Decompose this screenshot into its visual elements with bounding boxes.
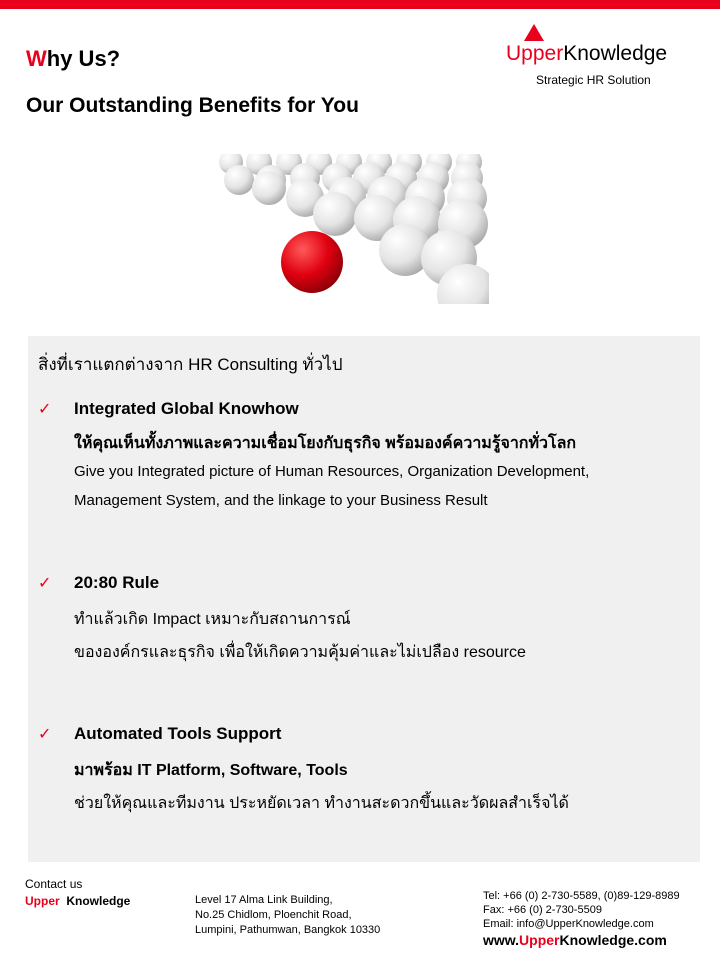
benefit-line: Management System, and the linkage to your Business Result xyxy=(74,492,488,509)
red-sphere xyxy=(281,231,343,293)
checkmark-icon: ✓ xyxy=(38,726,52,743)
top-accent-bar xyxy=(0,0,720,9)
logo-tagline: Strategic HR Solution xyxy=(536,73,651,87)
benefit-line: มาพร้อม IT Platform, Software, Tools xyxy=(74,762,348,779)
footer-fax: Fax: +66 (0) 2-730-5509 xyxy=(483,904,602,916)
hero-spheres-image xyxy=(217,154,489,304)
company-logo xyxy=(500,24,700,94)
benefit-line: ช่วยให้คุณและทีมงาน ประหยัดเวลา ทำงานสะดวกขึ้นและวัดผลสำเร็จได้ xyxy=(74,795,569,812)
address-line: Lumpini, Pathumwan, Bangkok 10330 xyxy=(195,924,381,936)
footer-brand: Upper Knowledge xyxy=(25,894,131,908)
footer-email[interactable]: Email: info@UpperKnowledge.com xyxy=(483,918,654,930)
logo-triangle-icon xyxy=(524,24,544,41)
contact-label: Contact us xyxy=(25,877,83,891)
benefit-line: ให้คุณเห็นทั้งภาพและความเชื่อมโยงกับธุรกิจ พร้อมองค์ความรู้จากทั่วโลก xyxy=(74,435,577,452)
address-line: Level 17 Alma Link Building, xyxy=(195,894,333,906)
page-subtitle: Our Outstanding Benefits for You xyxy=(26,94,359,117)
benefit-line: ทำแล้วเกิด Impact เหมาะกับสถานการณ์ xyxy=(74,611,351,628)
logo-wordmark: UpperKnowledge xyxy=(506,42,668,65)
checkmark-icon: ✓ xyxy=(38,575,52,592)
benefit-line: ขององค์กรและธุรกิจ เพื่อให้เกิดความคุ้มค่าและไม่เปลือง resource xyxy=(74,644,526,661)
footer-contact-details xyxy=(483,889,680,931)
footer-website-link[interactable]: www.UpperKnowledge.com xyxy=(483,932,667,948)
benefit-title: Automated Tools Support xyxy=(74,724,282,743)
page-title: Why Us? xyxy=(26,46,121,71)
benefit-title: Integrated Global Knowhow xyxy=(74,399,299,418)
footer-contact xyxy=(25,876,130,910)
footer-address xyxy=(195,893,380,938)
benefit-line: Give you Integrated picture of Human Resources, Organization Development, xyxy=(74,463,590,480)
footer-tel: Tel: +66 (0) 2-730-5589, (0)89-129-8989 xyxy=(483,890,680,902)
benefit-title: 20:80 Rule xyxy=(74,573,160,592)
benefits-heading: สิ่งที่เราแตกต่างจาก HR Consulting ทั่วไป xyxy=(38,355,343,374)
address-line: No.25 Chidlom, Ploenchit Road, xyxy=(195,909,352,921)
checkmark-icon: ✓ xyxy=(38,401,52,418)
